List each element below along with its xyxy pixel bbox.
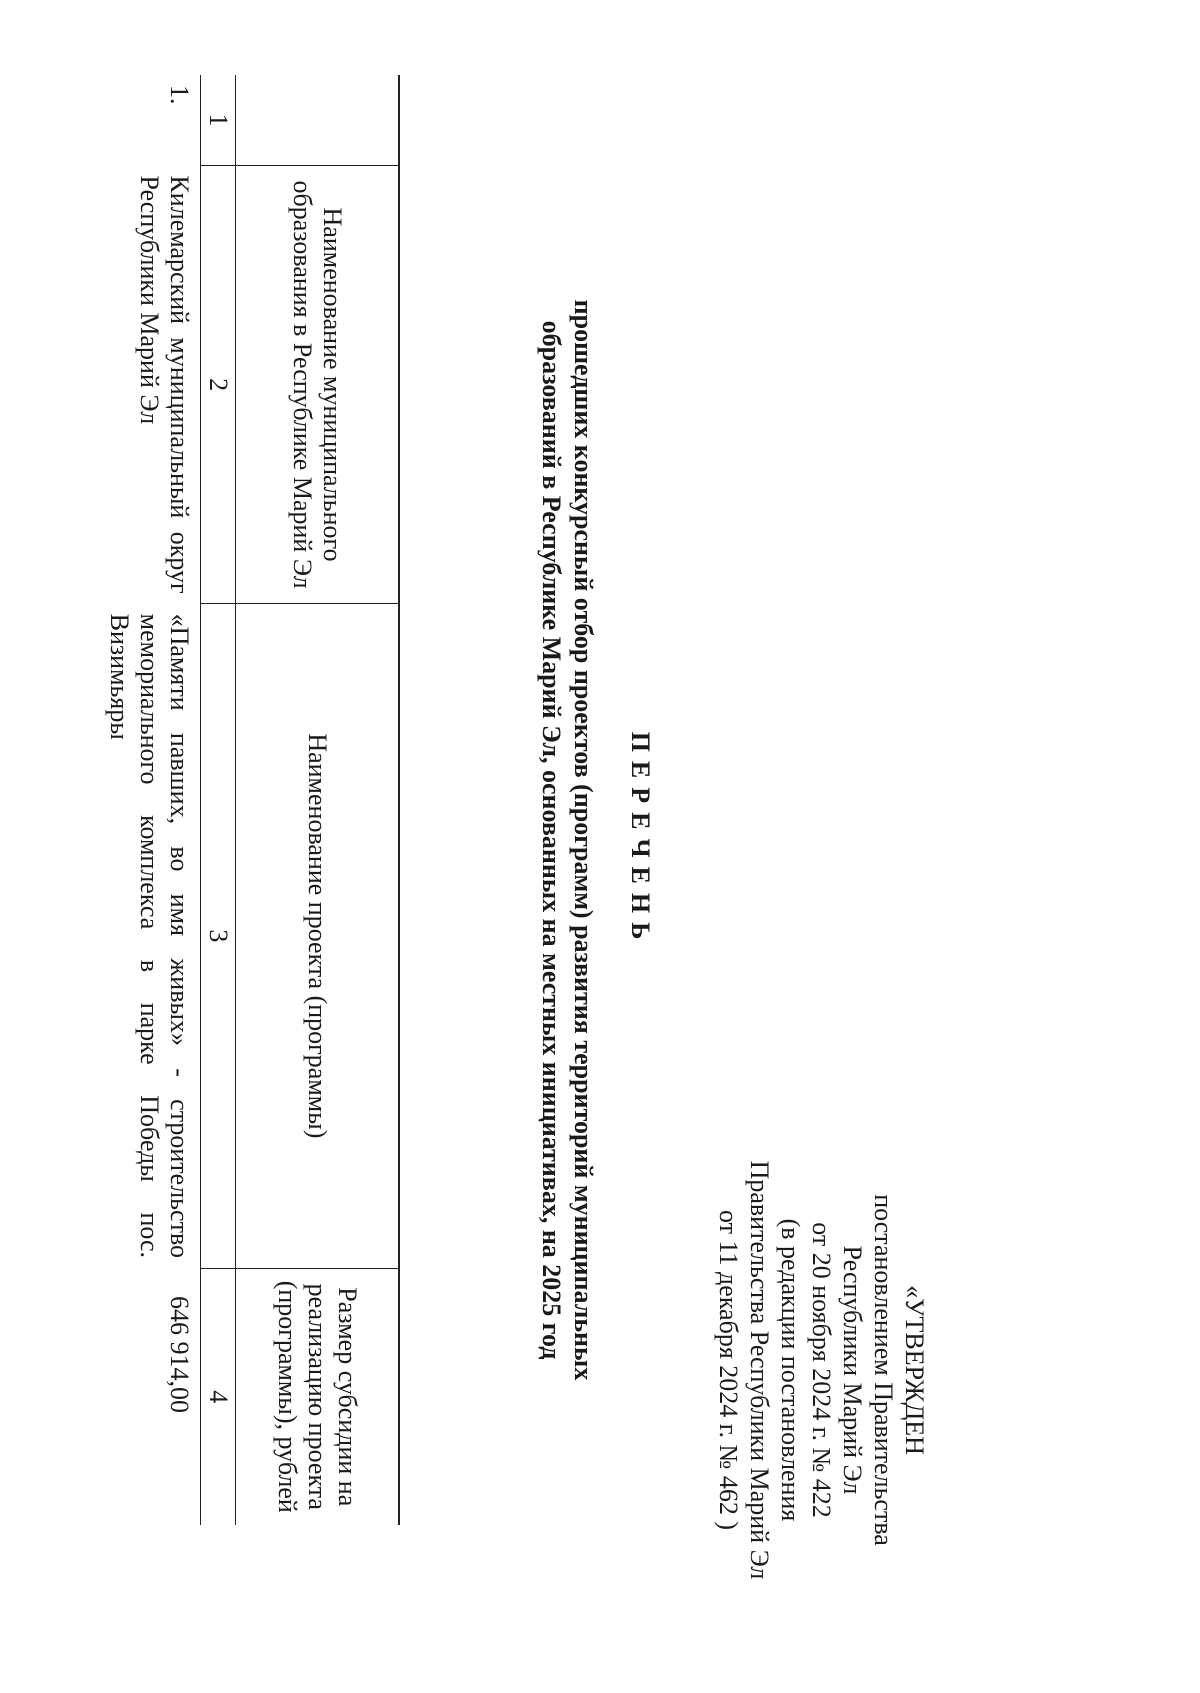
row-project: «Памяти павших, во имя живых» - строительство мемориального комплекса в парке Победы пос. Визимьяры	[105, 613, 194, 1259]
document-title	[535, 70, 655, 1610]
row-municipality: Килемарский муниципальный округ Республики Марий Эл	[135, 175, 194, 594]
header-cell-amount: Размер субсидии на реализацию проекта (программы), рублей	[236, 1268, 400, 1525]
approval-line: от 20 ноября 2024 г. № 422	[807, 1222, 836, 1518]
table-row	[98, 75, 201, 1525]
column-number: 3	[201, 604, 236, 1268]
table-header-row	[236, 75, 400, 1525]
approval-line: Правительства Республики Марий Эл	[745, 1160, 774, 1580]
header-cell-project: Наименование проекта (программы)	[236, 604, 400, 1268]
title-subtitle-line: образований в Республике Марий Эл, основанных на местных инициативах, на 2025 год	[537, 320, 566, 1360]
approval-line: постановлением Правительства	[869, 1194, 898, 1546]
projects-table	[98, 75, 400, 1525]
header-cell-number	[236, 75, 400, 165]
approval-line: Республики Марий Эл	[838, 1245, 867, 1495]
header-cell-municipality: Наименование муниципального образования в Республике Марий Эл	[236, 165, 400, 603]
row-number: 1.	[165, 85, 194, 105]
approval-stamp	[713, 1100, 930, 1640]
approval-line: «УТВЕРЖДЕН	[900, 1285, 929, 1455]
column-number: 4	[201, 1268, 236, 1525]
title-heading: ПЕРЕЧЕНЬ	[626, 731, 655, 949]
column-number: 1	[201, 75, 236, 165]
document-sheet	[0, 70, 960, 1610]
column-number: 2	[201, 165, 236, 603]
approval-line: (в редакции постановления	[776, 1218, 805, 1522]
column-number-row	[201, 75, 236, 1525]
title-subtitle-line: прошедших конкурсный отбор проектов (программ) развития территорий муниципальных	[569, 299, 598, 1381]
row-amount: 646 914,00	[165, 1296, 194, 1414]
approval-line: от 11 декабря 2024 г. № 462 )	[714, 1210, 743, 1530]
